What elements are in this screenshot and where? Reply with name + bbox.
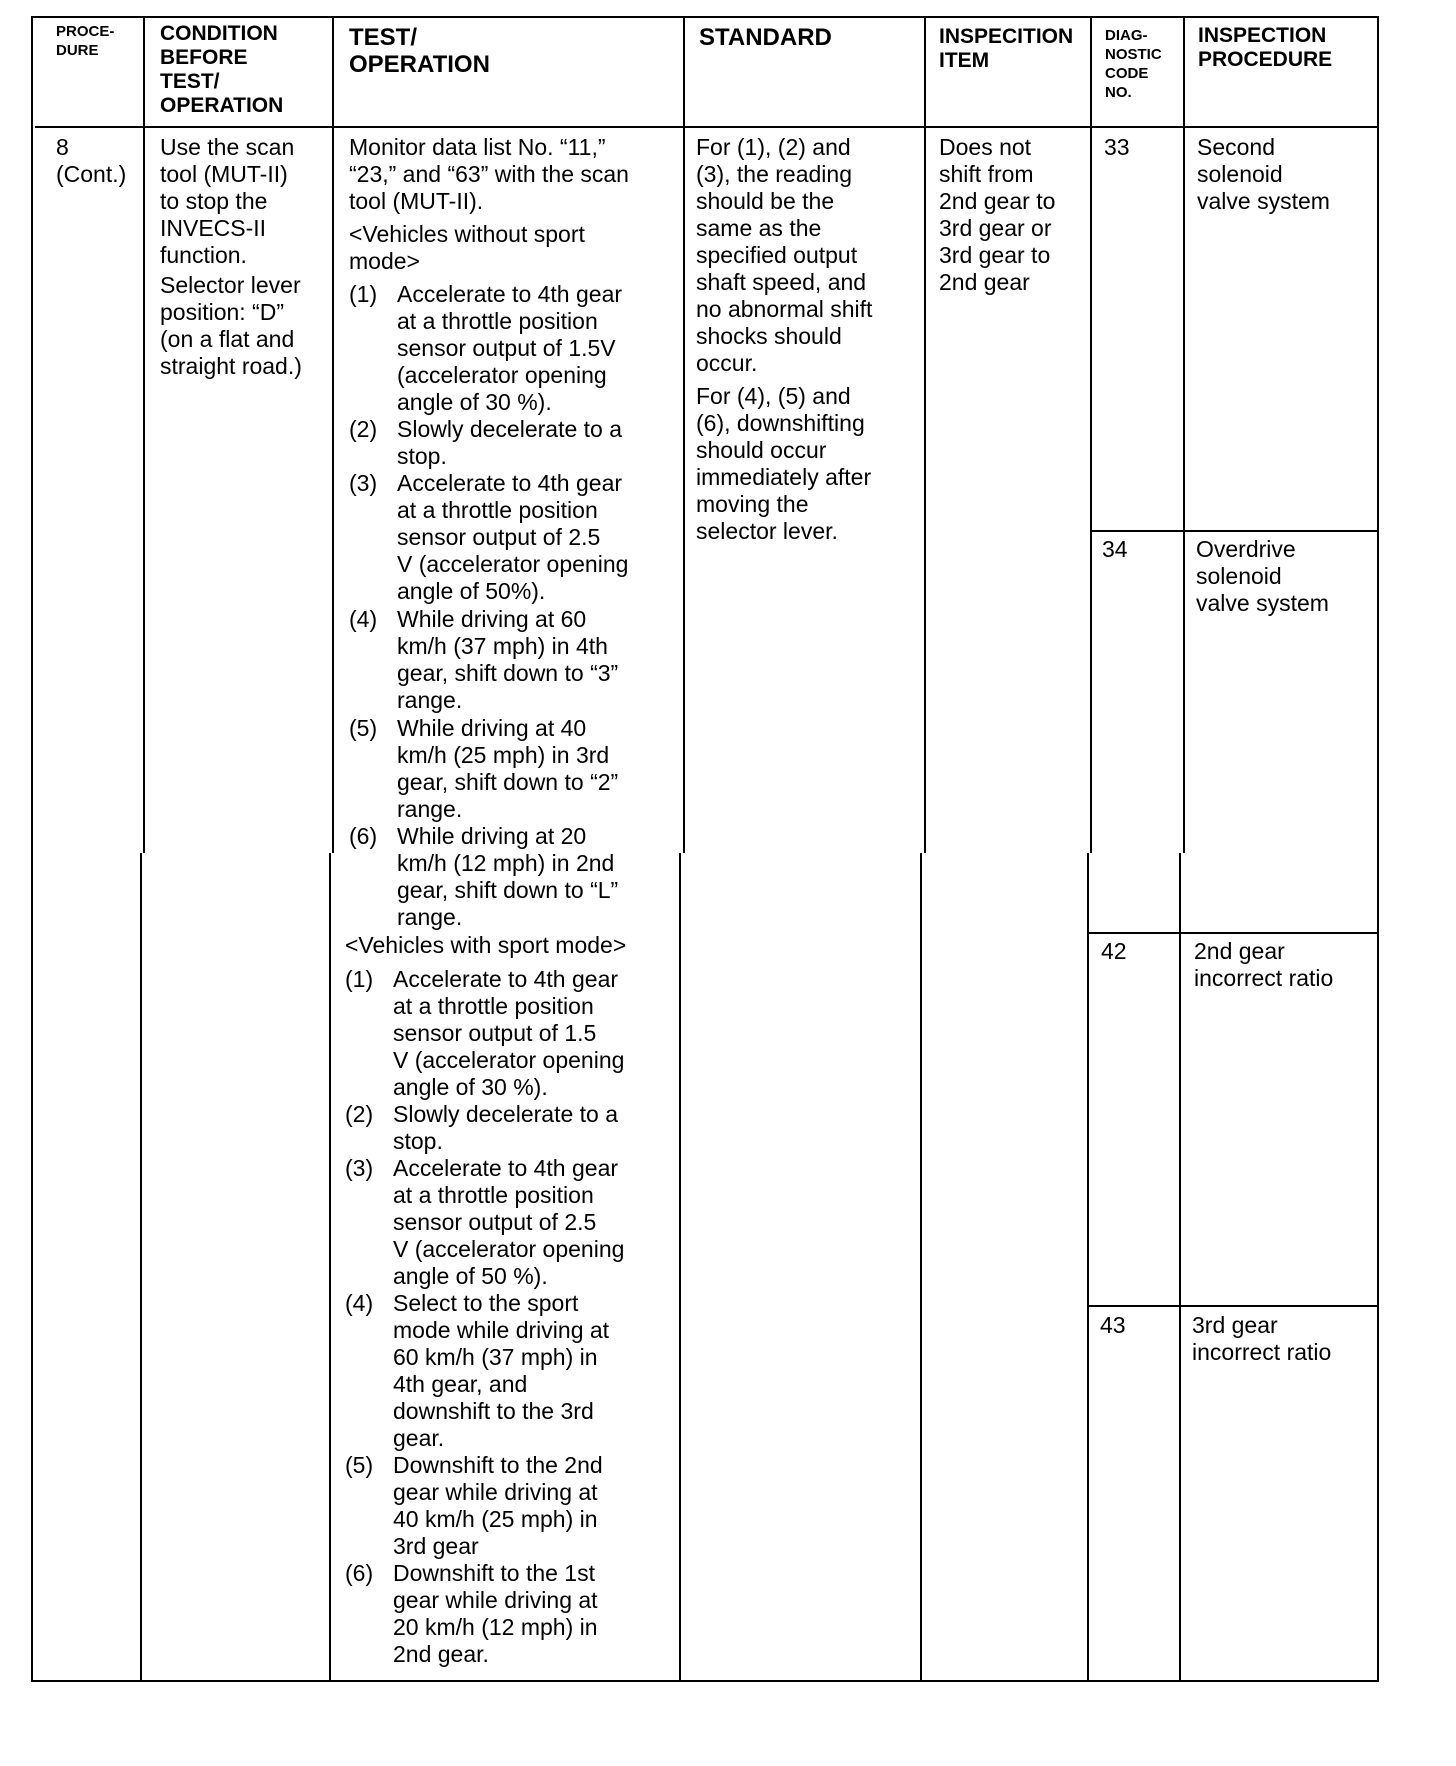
- header-standard: STANDARD: [699, 24, 832, 51]
- step-text: Downshift to the 2nd gear while driving at 40 km/h (25 mph) in 3rd gear: [393, 1452, 603, 1559]
- header-test-operation: TEST/ OPERATION: [349, 24, 490, 78]
- step-text: Accelerate to 4th gear at a throttle position sensor output of 1.5 V (accelerator opening angle of 30 %).: [393, 966, 625, 1100]
- col-divider-3: [683, 18, 685, 853]
- step-number: (2): [345, 1101, 374, 1127]
- step-text: Slowly decelerate to a stop.: [397, 416, 623, 469]
- col-divider-1: [143, 18, 145, 853]
- step-number: (1): [349, 281, 378, 307]
- standard-reading: For (1), (2) and (3), the reading should be the same as the specified output shaft speed, and no abnormal shift shocks should occur.: [696, 134, 873, 376]
- step-text: Downshift to the 1st gear while driving at 20 km/h (12 mph) in 2nd gear.: [393, 1560, 598, 1667]
- standard-downshift: For (4), (5) and (6), downshifting should occur immediately after moving the selector lever.: [696, 383, 872, 544]
- group-without-sport-mode: <Vehicles without sport mode>: [349, 221, 585, 274]
- header-diagnostic-code: DIAG- NOSTIC CODE NO.: [1105, 27, 1162, 101]
- step-number: (3): [349, 470, 378, 496]
- step-number: (4): [349, 606, 378, 632]
- inspection-procedure: 3rd gear incorrect ratio: [1192, 1312, 1332, 1365]
- header-divider: [35, 126, 1377, 128]
- step-number: (2): [349, 416, 378, 442]
- col-divider-6: [1183, 18, 1185, 853]
- step-text: Accelerate to 4th gear at a throttle position sensor output of 1.5V (accelerator opening angle of 30 %).: [397, 281, 623, 415]
- col-divider-2: [332, 18, 334, 853]
- step-number: (1): [345, 966, 374, 992]
- diagnostic-code: 34: [1102, 536, 1128, 562]
- diagnostic-code: 42: [1101, 938, 1127, 964]
- code-row-divider-1: [1091, 530, 1378, 532]
- step-number: (6): [349, 823, 378, 849]
- inspection-procedure: Second solenoid valve system: [1197, 134, 1330, 214]
- step-text: Slowly decelerate to a stop.: [393, 1101, 619, 1154]
- step-number: (5): [345, 1452, 374, 1478]
- header-inspection-item: INSPECITION ITEM: [939, 25, 1074, 72]
- inspection-item: Does not shift from 2nd gear to 3rd gear or 3rd gear to 2nd gear: [939, 134, 1056, 295]
- procedure-number: 8 (Cont.): [56, 134, 127, 187]
- diagnostic-code: 43: [1100, 1312, 1126, 1338]
- inspection-procedure: 2nd gear incorrect ratio: [1194, 938, 1334, 991]
- header-condition: CONDITION BEFORE TEST/ OPERATION: [160, 22, 284, 117]
- col-divider-4: [924, 18, 926, 853]
- inspection-procedure: Overdrive solenoid valve system: [1196, 536, 1329, 616]
- step-number: (4): [345, 1290, 374, 1316]
- test-intro: Monitor data list No. “11,” “23,” and “63” with the scan tool (MUT-II).: [349, 134, 629, 214]
- col-divider-4b: [920, 853, 922, 1680]
- condition-scan-tool: Use the scan tool (MUT-II) to stop the INVECS-II function.: [160, 134, 295, 268]
- group-with-sport-mode: <Vehicles with sport mode>: [345, 932, 627, 958]
- step-text: Accelerate to 4th gear at a throttle position sensor output of 2.5 V (accelerator opening angle of 50 %).: [393, 1155, 625, 1289]
- step-number: (3): [345, 1155, 374, 1181]
- step-text: While driving at 40 km/h (25 mph) in 3rd gear, shift down to “2” range.: [397, 715, 619, 822]
- col-divider-3b: [679, 853, 681, 1680]
- step-text: Accelerate to 4th gear at a throttle position sensor output of 2.5 V (accelerator opening angle of 50%).: [397, 470, 629, 604]
- condition-selector-lever: Selector lever position: “D” (on a flat and straight road.): [160, 272, 302, 379]
- header-procedure: PROCE- DURE: [56, 23, 115, 59]
- col-divider-6b: [1179, 853, 1181, 1680]
- step-text: While driving at 60 km/h (37 mph) in 4th gear, shift down to “3” range.: [397, 606, 619, 713]
- step-number: (5): [349, 715, 378, 741]
- header-inspection-procedure: INSPECTION PROCEDURE: [1198, 24, 1333, 71]
- step-text: Select to the sport mode while driving at 60 km/h (37 mph) in 4th gear, and downshift to the 3rd gear.: [393, 1290, 610, 1451]
- step-number: (6): [345, 1560, 374, 1586]
- col-divider-2b: [329, 853, 331, 1680]
- code-row-divider-3: [1087, 1305, 1377, 1307]
- step-text: While driving at 20 km/h (12 mph) in 2nd gear, shift down to “L” range.: [397, 823, 619, 930]
- col-divider-5b: [1087, 853, 1089, 1680]
- col-divider-5: [1090, 18, 1092, 853]
- diagnostic-code: 33: [1104, 134, 1130, 160]
- col-divider-1b: [140, 853, 142, 1680]
- code-row-divider-2: [1089, 932, 1377, 934]
